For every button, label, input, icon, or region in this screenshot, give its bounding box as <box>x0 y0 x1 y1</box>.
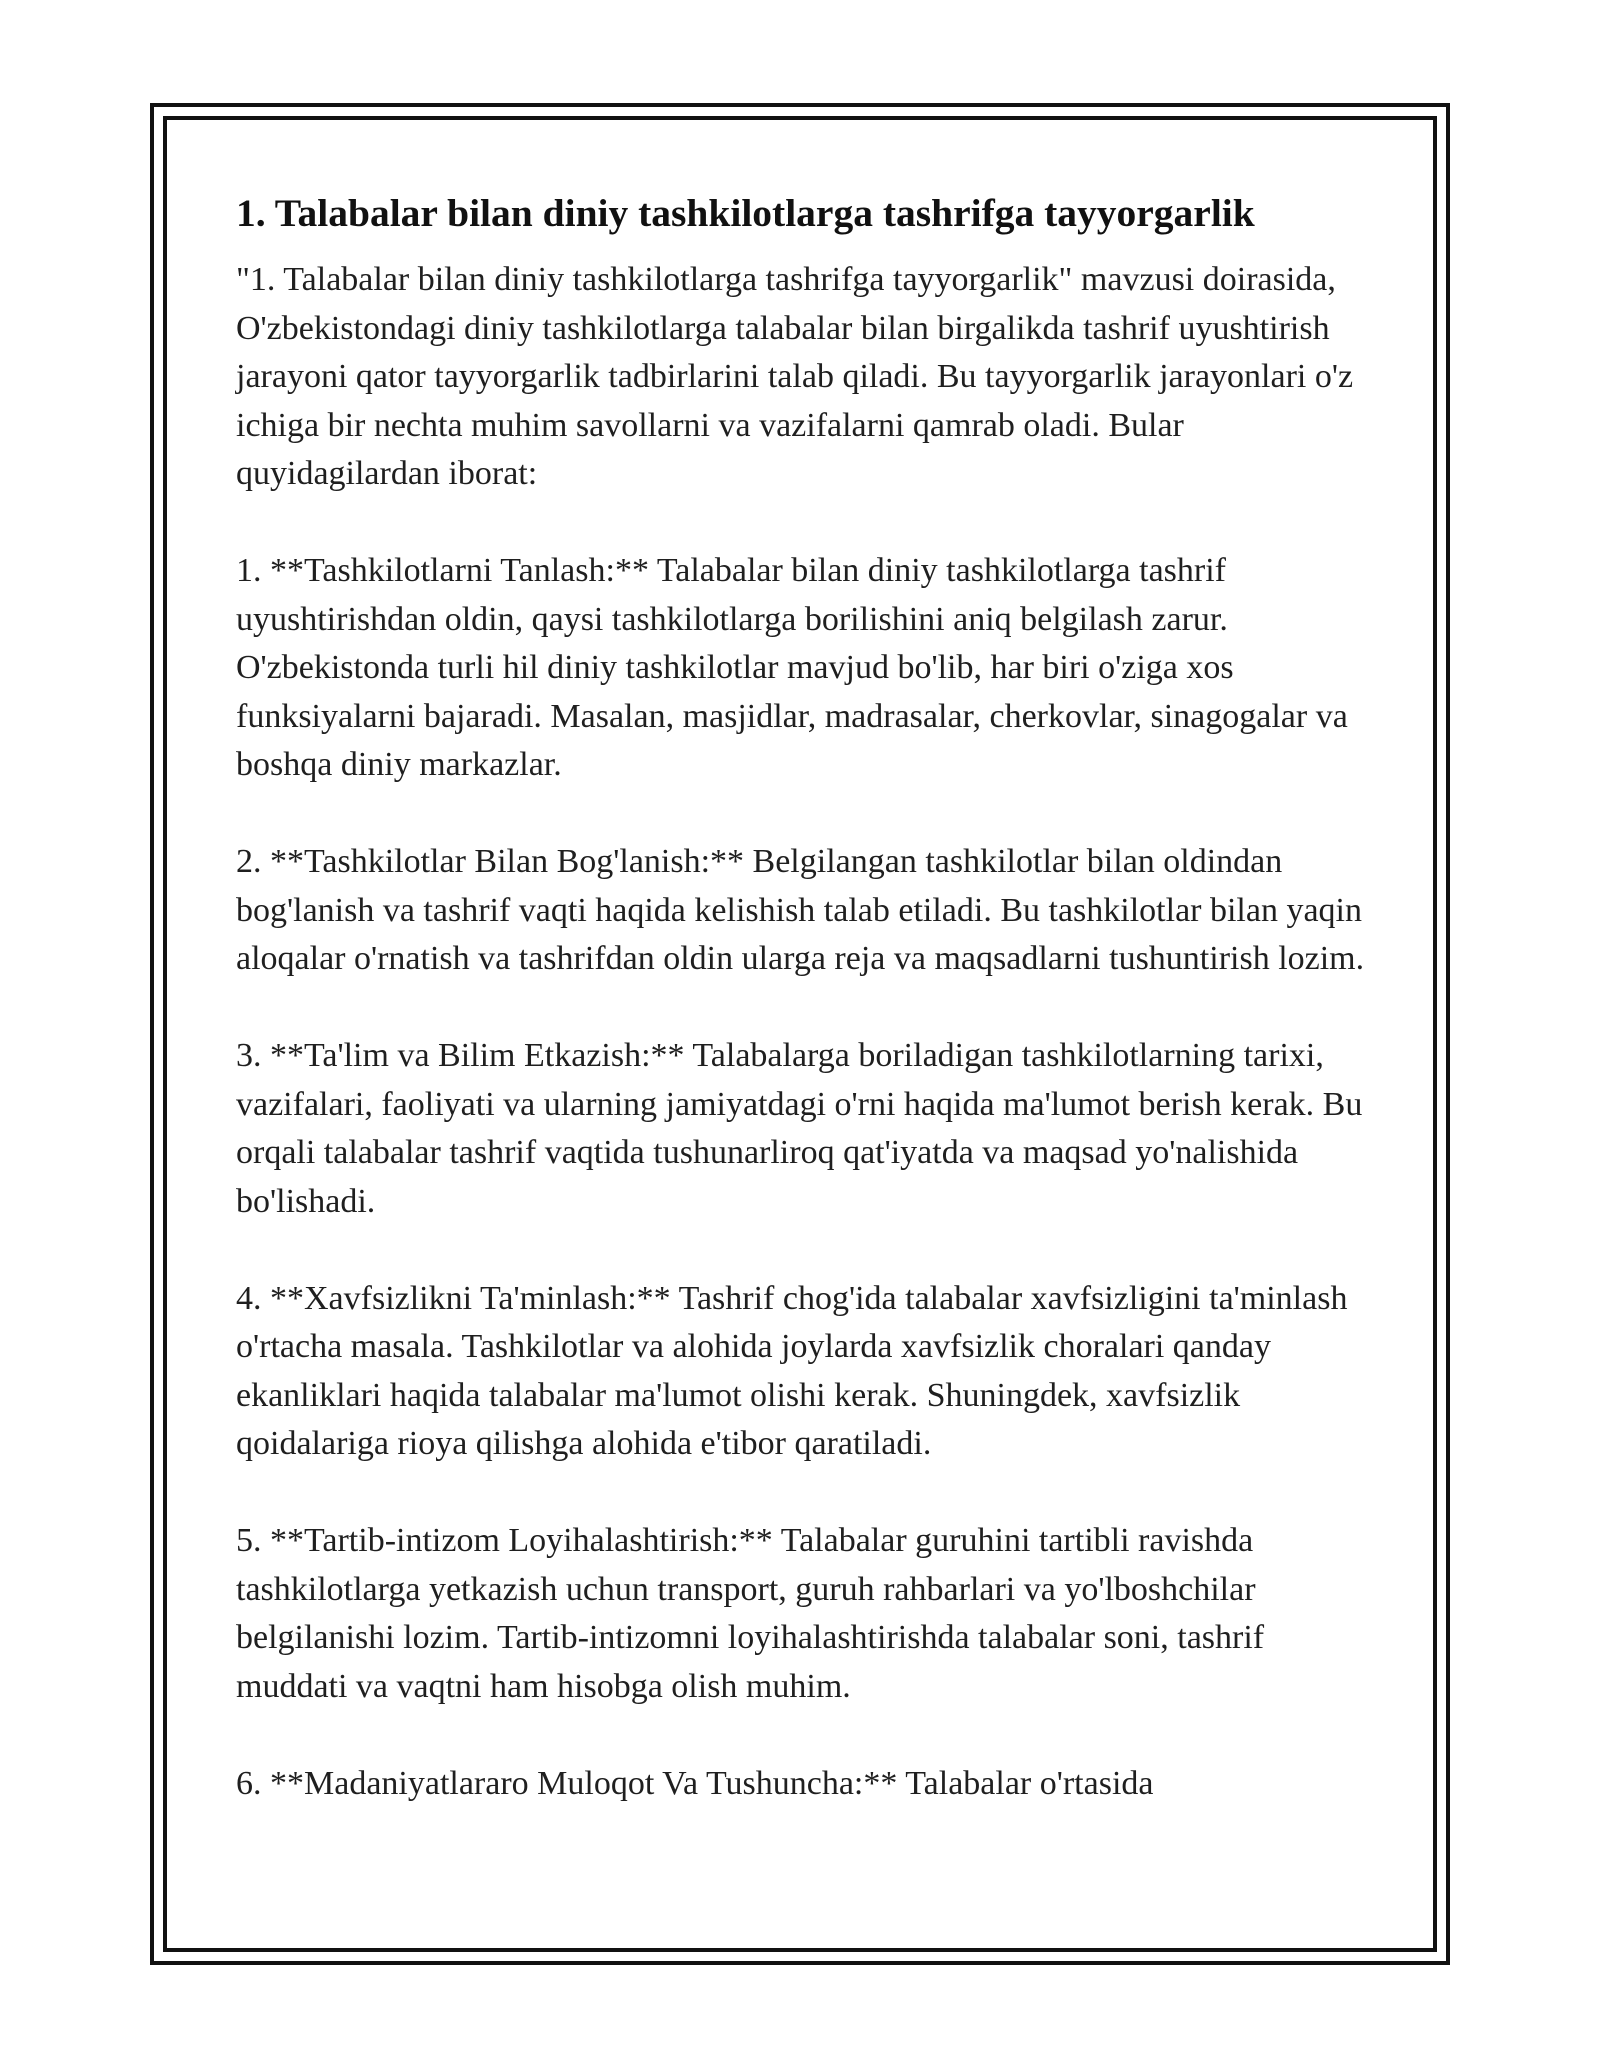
list-item-6: 6. **Madaniyatlararo Muloqot Va Tushuncha:** Talabalar o'rtasida <box>236 1764 1154 1802</box>
list-item-5: 5. **Tartib-intizom Loyihalashtirish:** Talabalar guruhini tartibli ravishda tashkilotlarga yetkazish uchun transport, guruh rahbarlari va yo'lboshchilar belgilanishi lozim. Tartib-intizomni loyihalashtirishda talabalar soni, tashrif muddati va vaqtni ham hisobga olish muhim. <box>236 1522 1265 1705</box>
intro-paragraph: "1. Talabalar bilan diniy tashkilotlarga tashrifga tayyorgarlik" mavzusi doirasida, O'zbekistondagi diniy tashkilotlarga talabalar bilan birgalikda tashrif uyushtirish jarayoni qator tayyorgarlik tadbirlarini talab qiladi. Bu tayyorgarlik jarayonlari o'z ichiga bir nechta muhim savollarni va vazifalarni qamrab oladi. Bular quyidagilardan iborat: <box>236 261 1354 492</box>
document-title: 1. Talabalar bilan diniy tashkilotlarga tashrifga tayyorgarlik <box>236 191 1255 235</box>
list-item-4: 4. **Xavfsizlikni Ta'minlash:** Tashrif chog'ida talabalar xavfsizligini ta'minlash o'rtacha masala. Tashkilotlar va alohida joylarda xavfsizlik choralari qanday ekanliklari haqida talabalar ma'lumot olishi kerak. Shuningdek, xavfsizlik qoidalariga rioya qilishga alohida e'tibor qaratiladi. <box>236 1279 1348 1462</box>
list-item-3: 3. **Ta'lim va Bilim Etkazish:** Talabalarga boriladigan tashkilotlarning tarixi, vazifalari, faoliyati va ularning jamiyatdagi o'rni haqida ma'lumot berish kerak. Bu orqali talabalar tashrif vaqtida tushunarliroq qat'iyatda va maqsad yo'nalishida bo'lishadi. <box>236 1037 1363 1220</box>
document-body <box>236 188 1376 1857</box>
list-item-1: 1. **Tashkilotlarni Tanlash:** Talabalar bilan diniy tashkilotlarga tashrif uyushtirishdan oldin, qaysi tashkilotlarga borilishini aniq belgilash zarur. O'zbekistonda turli hil diniy tashkilotlar mavjud bo'lib, har biri o'ziga xos funksiyalarni bajaradi. Masalan, masjidlar, madrasalar, cherkovlar, sinagogalar va boshqa diniy markazlar. <box>236 552 1348 783</box>
list-item-2: 2. **Tashkilotlar Bilan Bog'lanish:** Belgilangan tashkilotlar bilan oldindan bog'lanish va tashrif vaqti haqida kelishish talab etiladi. Bu tashkilotlar bilan yaqin aloqalar o'rnatish va tashrifdan oldin ularga reja va maqsadlarni tushuntirish lozim. <box>236 843 1365 977</box>
